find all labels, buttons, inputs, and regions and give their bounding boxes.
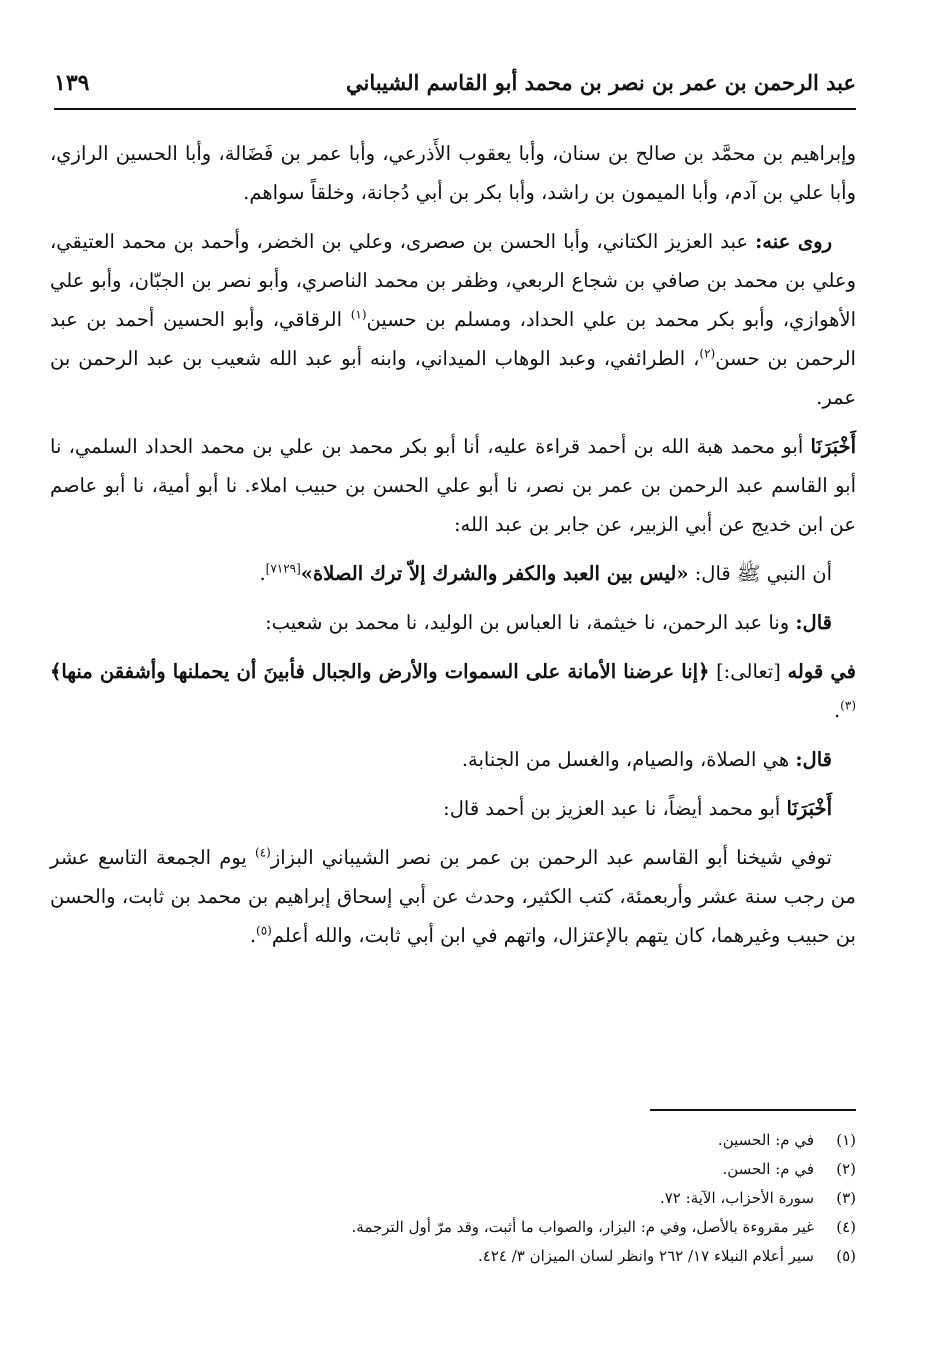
paragraph-text: أن النبي ﷺ قال: <box>688 562 832 585</box>
paragraph-lead: في قوله <box>787 660 856 683</box>
hadith-reference: [٧١٢٩] <box>265 561 301 576</box>
paragraph-narrators <box>50 222 856 417</box>
page-number: ١٣٩ <box>54 70 90 96</box>
running-header <box>54 62 856 110</box>
paragraph-lead: قال: <box>795 611 832 634</box>
footnote-text: غير مقروءة بالأصل، وفي م: البزار، والصواب ما أثبت، وقد مرّ أول الترجمة. <box>351 1218 814 1236</box>
paragraph-lead: أَخْبَرَنَا <box>786 797 832 820</box>
footnote-item <box>60 1155 856 1184</box>
paragraph-verse <box>50 652 856 730</box>
footnote-number: (٤) <box>836 1218 856 1236</box>
paragraph-death <box>50 838 856 955</box>
paragraph-isnad <box>50 427 856 544</box>
footnote-item <box>60 1242 856 1271</box>
footnote-marker: (٣) <box>840 698 856 713</box>
paragraph-lead: قال: <box>795 748 832 771</box>
footnote-marker: (٥) <box>256 923 272 938</box>
paragraph-chain <box>50 603 856 642</box>
paragraph-text: . <box>833 699 841 722</box>
paragraph-text: ، الطرائفي، وعبد الوهاب الميداني، وابنه أبو عبد الله شعيب بن عبد الرحمن بن عمر. <box>50 347 856 409</box>
paragraph-lead: أَخْبَرَنَا <box>810 435 856 458</box>
hadith-quote: «ليس بين العبد والكفر والشرك إلاّ ترك الصلاة» <box>300 562 689 585</box>
paragraph-text: . <box>249 924 257 947</box>
paragraph-explanation <box>50 740 856 779</box>
footnote-marker: (٢) <box>699 346 716 361</box>
footnote-marker: (١) <box>350 307 367 322</box>
paragraph-text: الرقاقي، وأبو الحسين أحمد بن عبد الرحمن بن حسن <box>50 308 856 370</box>
paragraph-text: أبو محمد أيضاً، نا عبد العزيز بن أحمد قال: <box>443 797 781 820</box>
footnote-number: (٥) <box>836 1247 856 1265</box>
footnote-divider <box>650 1109 856 1111</box>
paragraph-lead: روى عنه: <box>755 230 833 253</box>
paragraph-text: توفي شيخنا أبو القاسم عبد الرحمن بن عمر بن نصر الشيباني البزاز <box>270 846 832 869</box>
footnote-item <box>60 1126 856 1155</box>
footnotes <box>60 1126 856 1271</box>
footnote-marker: (٤) <box>254 845 271 860</box>
footnote-item <box>60 1213 856 1242</box>
footnote-number: (١) <box>836 1131 856 1149</box>
paragraph-text: أبو محمد هبة الله بن أحمد قراءة عليه، أنا أبو بكر محمد بن علي بن محمد الحداد السلمي، نا أبو القاسم عبد الرحمن بن عمر بن نصر، نا أبو علي الحسن بن حبيب املاء. نا أبو أمية، نا أبو عاصم عن ابن خديج عن أبي الزبير، عن جابر بن عبد الله: <box>50 435 856 536</box>
footnote-text: سير أعلام النبلاء ١٧/ ٢٦٢ وانظر لسان الميزان ٣/ ٤٢٤. <box>478 1247 814 1265</box>
footnote-text: سورة الأحزاب، الآية: ٧٢. <box>659 1189 814 1207</box>
paragraph-text: عبد العزيز الكتاني، وأبا الحسن بن صصرى، وعلي بن الخضر، وأحمد بن محمد العتيقي، وعلي بن محمد بن صافي بن شجاع الربعي، وظفر بن محمد الناصري، وأبو نصر بن الجبّان، وأبو علي الأهوازي، وأبو بكر محمد بن علي الحداد، ومسلم بن حسين <box>50 230 856 331</box>
quran-verse: ﴿إنا عرضنا الأمانة على السموات والأرض والجبال فأبينَ أن يحملنها وأشفقن منها﴾ <box>50 660 710 683</box>
paragraph-teachers <box>50 134 856 212</box>
paragraph-hadith <box>50 554 856 593</box>
paragraph-text: وإبراهيم بن محمَّد بن صالح بن سنان، وأبا يعقوب الأَذرعي، وأبا عمر بن فَضَالة، وأبا الحسين الرازي، وأبا علي بن آدم، وأبا الميمون بن راشد، وأبا بكر بن أبي دُجانة، وخلقاً سواهم. <box>50 142 856 204</box>
footnote-number: (٣) <box>836 1189 856 1207</box>
paragraph-text: ونا عبد الرحمن، نا خيثمة، نا العباس بن الوليد، نا محمد بن شعيب: <box>265 611 790 634</box>
footnote-item <box>60 1184 856 1213</box>
footnote-text: في م: الحسين. <box>717 1131 814 1149</box>
paragraph-akhbarana <box>50 789 856 828</box>
footnote-text: في م: الحسن. <box>722 1160 814 1178</box>
paragraph-text: . <box>259 562 266 585</box>
header-title: عبد الرحمن بن عمر بن نصر بن محمد أبو القاسم الشيباني <box>345 70 856 95</box>
paragraph-text: هي الصلاة، والصيام، والغسل من الجنابة. <box>461 748 790 771</box>
main-text <box>50 134 856 965</box>
footnote-number: (٢) <box>836 1160 856 1178</box>
paragraph-text: [تعالى:] <box>709 660 781 683</box>
paragraph-text: يوم الجمعة التاسع عشر من رجب سنة عشر وأربعمئة، كتب الكثير، وحدث عن أبي إسحاق إبراهيم بن محمد بن ثابت، والحسن بن حبيب وغيرهما، كان يتهم بالإعتزال، واتهم في ابن أبي ثابت، والله أعلم <box>50 846 856 947</box>
